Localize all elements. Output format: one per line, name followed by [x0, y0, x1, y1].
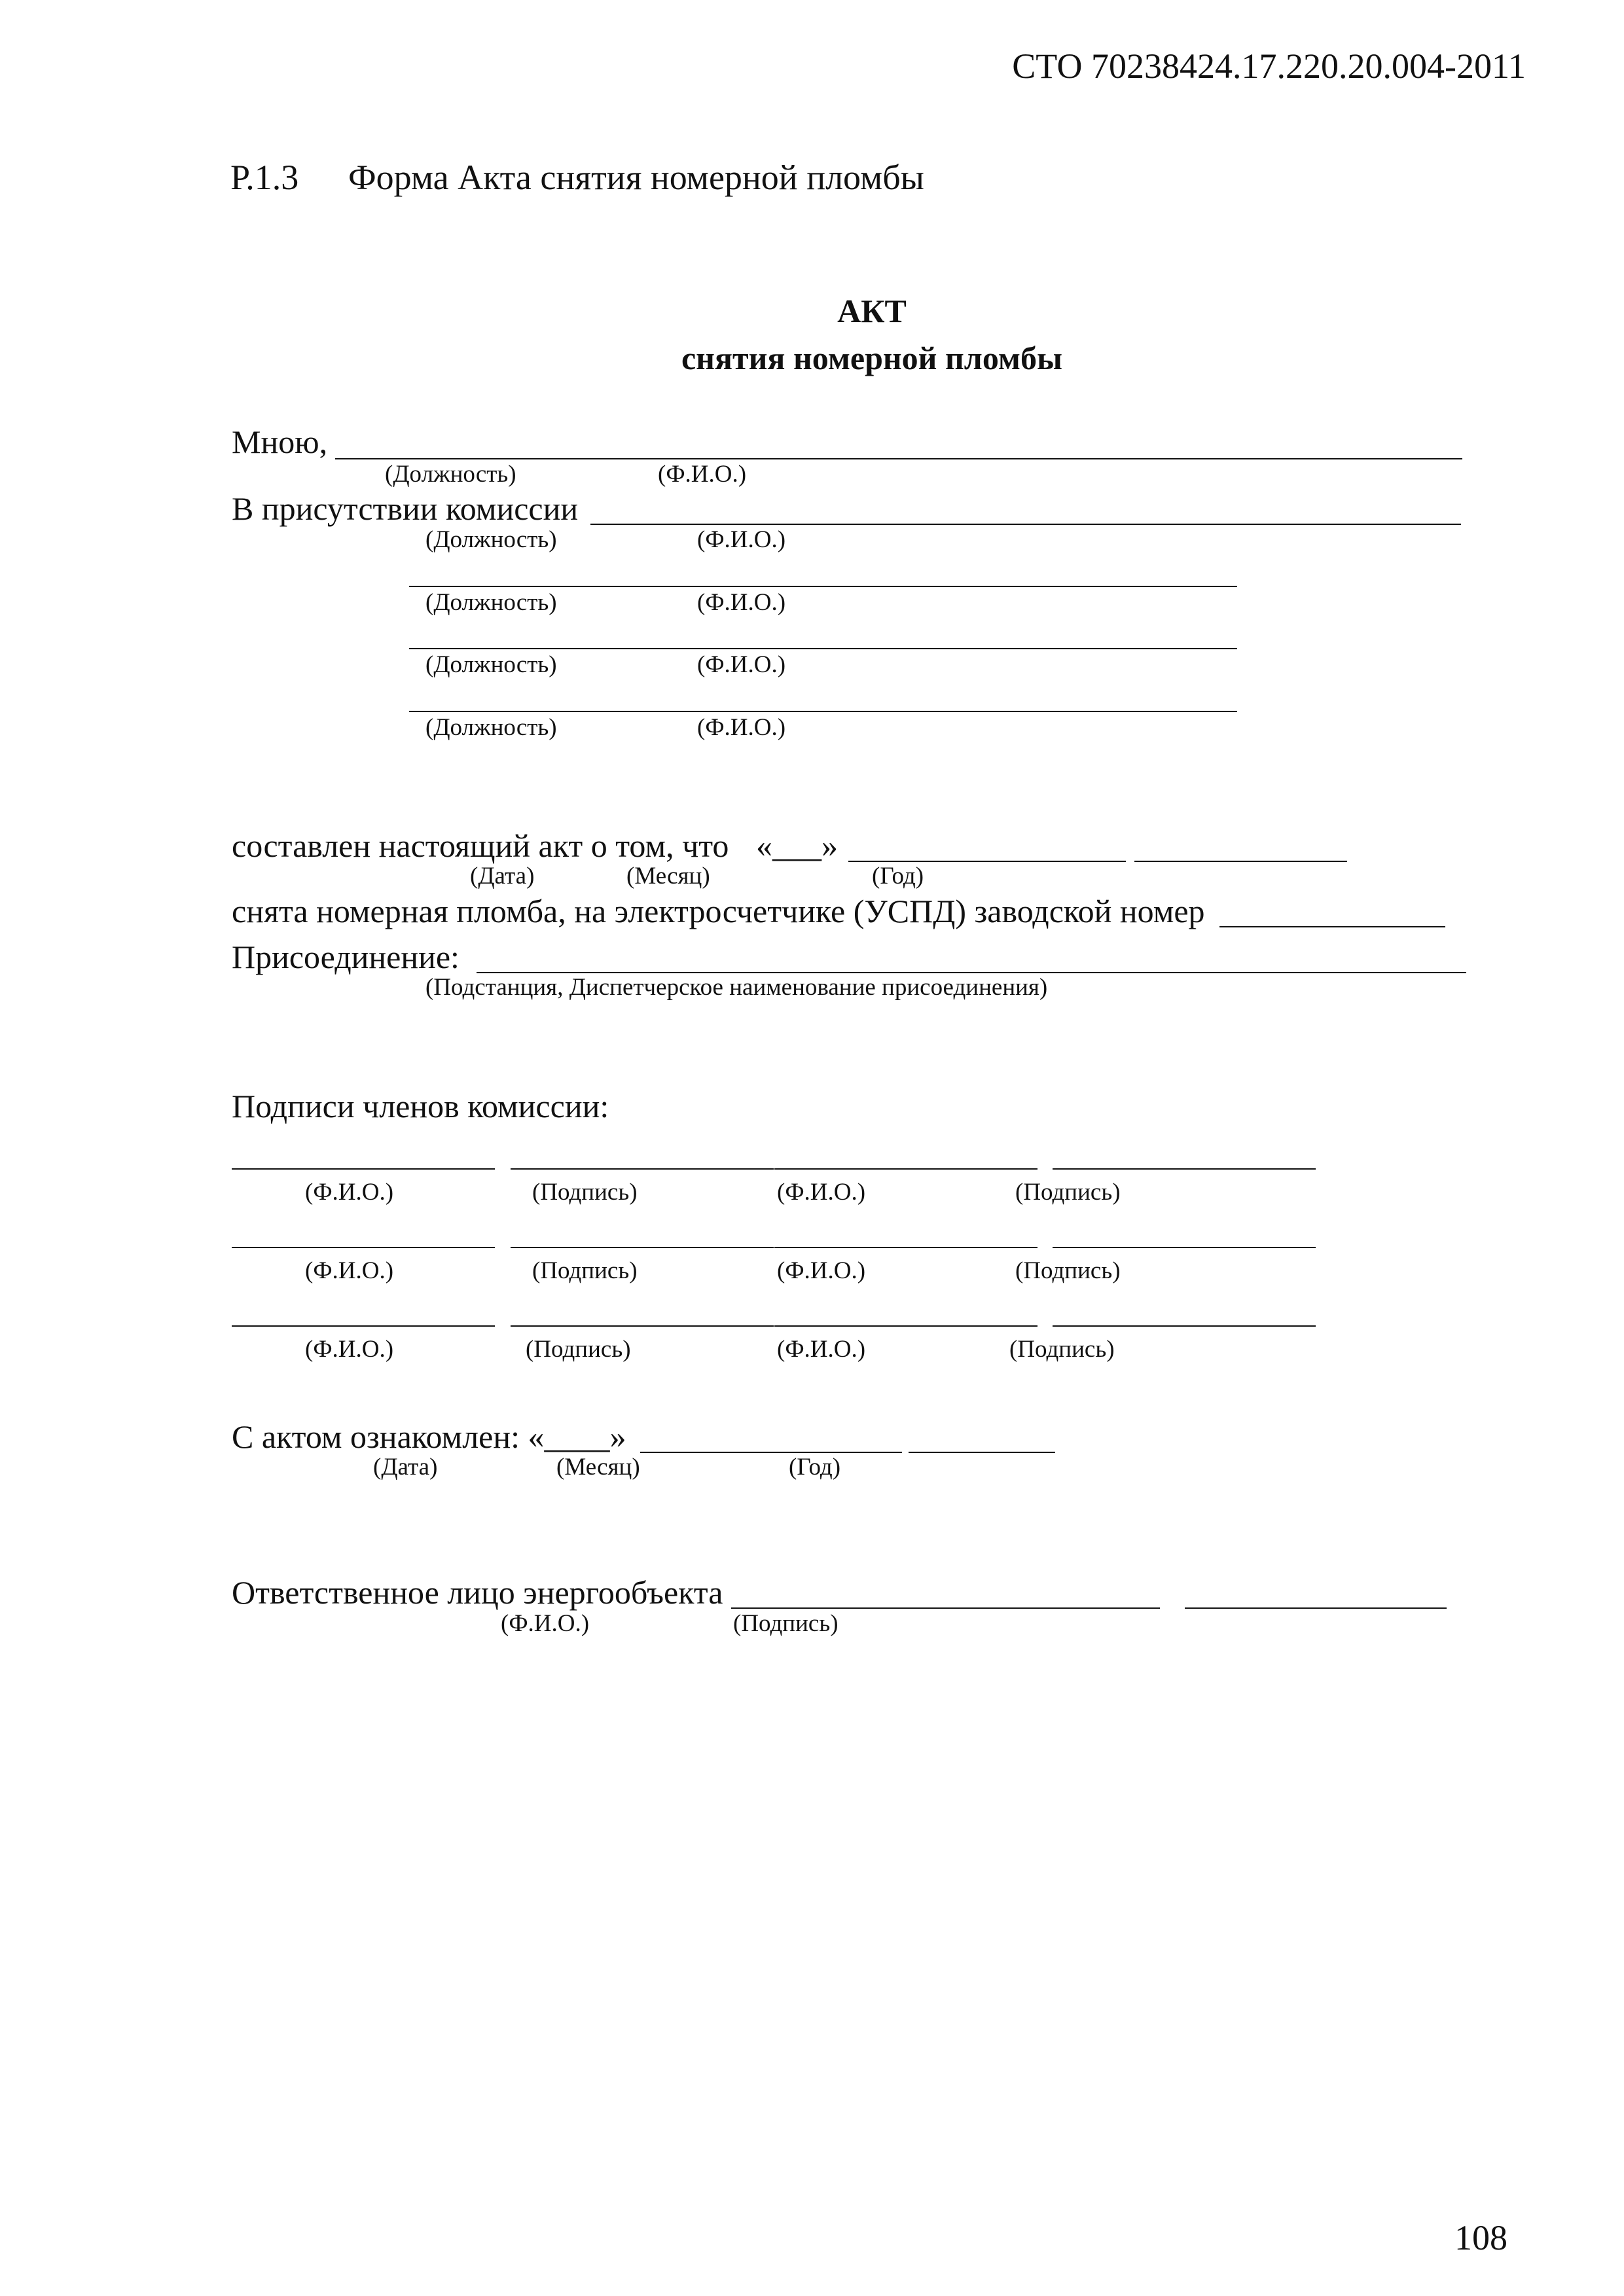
responsible-name-line[interactable] [731, 1607, 1160, 1609]
caption-name: (Ф.И.О.) [777, 1336, 866, 1363]
caption-signature: (Подпись) [532, 1257, 638, 1284]
caption-year: (Год) [872, 863, 924, 889]
caption-signature: (Подпись) [733, 1610, 839, 1637]
familiarized-label: С актом ознакомлен: «____» [232, 1418, 626, 1455]
caption-signature: (Подпись) [532, 1179, 638, 1206]
signature-row-1-sign-1-line[interactable] [511, 1168, 774, 1170]
caption-date: (Дата) [470, 863, 535, 889]
signatures-label: Подписи членов комиссии: [232, 1088, 609, 1124]
caption-position: (Должность) [425, 589, 557, 616]
signature-row-2-sign-1-line[interactable] [511, 1247, 774, 1248]
caption-date: (Дата) [373, 1454, 438, 1480]
caption-position: (Должность) [425, 526, 557, 553]
commission-member-3-line[interactable] [409, 648, 1237, 649]
caption-name: (Ф.И.О.) [697, 589, 786, 616]
act-subtitle: снятия номерной пломбы [681, 340, 1063, 376]
section-title: Форма Акта снятия номерной пломбы [348, 158, 924, 197]
caption-name: (Ф.И.О.) [305, 1179, 394, 1206]
familiarized-year-line[interactable] [909, 1452, 1055, 1453]
signature-row-2-name-1-line[interactable] [232, 1247, 495, 1248]
caption-name: (Ф.И.О.) [777, 1257, 866, 1284]
act-title: АКТ [837, 293, 907, 329]
caption-name: (Ф.И.О.) [777, 1179, 866, 1206]
serial-number-line[interactable] [1219, 926, 1445, 927]
caption-month: (Месяц) [556, 1454, 640, 1480]
caption-position: (Должность) [425, 714, 557, 741]
section-number: Р.1.3 [230, 158, 299, 197]
commission-member-2-line[interactable] [409, 586, 1237, 587]
commission-member-1-line[interactable] [590, 524, 1461, 525]
signature-row-3-name-1-line[interactable] [232, 1325, 495, 1327]
signature-row-2-sign-2-line[interactable] [1053, 1247, 1316, 1248]
caption-month: (Месяц) [626, 863, 710, 889]
signature-row-1-name-2-line[interactable] [774, 1168, 1038, 1170]
commission-member-4-line[interactable] [409, 711, 1237, 712]
caption-name: (Ф.И.О.) [305, 1257, 394, 1284]
in-presence-label: В присутствии комиссии [232, 490, 579, 527]
familiarized-month-line[interactable] [640, 1452, 902, 1453]
act-date-quote[interactable]: «___» [756, 827, 838, 864]
caption-signature: (Подпись) [1015, 1257, 1121, 1284]
signature-row-1-name-1-line[interactable] [232, 1168, 495, 1170]
caption-name: (Ф.И.О.) [697, 714, 786, 741]
caption-position: (Должность) [385, 461, 516, 488]
signature-row-3-name-2-line[interactable] [774, 1325, 1038, 1327]
caption-position: (Должность) [425, 651, 557, 678]
signature-row-3-sign-1-line[interactable] [511, 1325, 774, 1327]
caption-signature: (Подпись) [1015, 1179, 1121, 1206]
seal-removed-label: снята номерная пломба, на электросчетчике (УСПД) заводской номер [232, 893, 1205, 929]
act-year-line[interactable] [1134, 861, 1347, 862]
connection-line[interactable] [477, 972, 1466, 973]
caption-name: (Ф.И.О.) [697, 526, 786, 553]
caption-year: (Год) [789, 1454, 841, 1480]
document-code: СТО 70238424.17.220.20.004-2011 [1012, 46, 1526, 86]
page-number: 108 [1454, 2218, 1507, 2257]
by-me-blank-line[interactable] [335, 458, 1462, 459]
caption-connection: (Подстанция, Диспетчерское наименование присоединения) [425, 974, 1048, 1001]
caption-name: (Ф.И.О.) [697, 651, 786, 678]
caption-signature: (Подпись) [526, 1336, 631, 1363]
signature-row-2-name-2-line[interactable] [774, 1247, 1038, 1248]
caption-signature: (Подпись) [1009, 1336, 1115, 1363]
responsible-person-label: Ответственное лицо энергообъекта [232, 1574, 723, 1611]
signature-row-3-sign-2-line[interactable] [1053, 1325, 1316, 1327]
compiled-label: составлен настоящий акт о том, что [232, 827, 729, 864]
caption-name: (Ф.И.О.) [501, 1610, 590, 1637]
responsible-signature-line[interactable] [1185, 1607, 1447, 1609]
act-month-line[interactable] [848, 861, 1126, 862]
connection-label: Присоединение: [232, 939, 460, 975]
caption-name: (Ф.И.О.) [658, 461, 747, 488]
caption-name: (Ф.И.О.) [305, 1336, 394, 1363]
by-me-label: Мною, [232, 423, 328, 460]
signature-row-1-sign-2-line[interactable] [1053, 1168, 1316, 1170]
